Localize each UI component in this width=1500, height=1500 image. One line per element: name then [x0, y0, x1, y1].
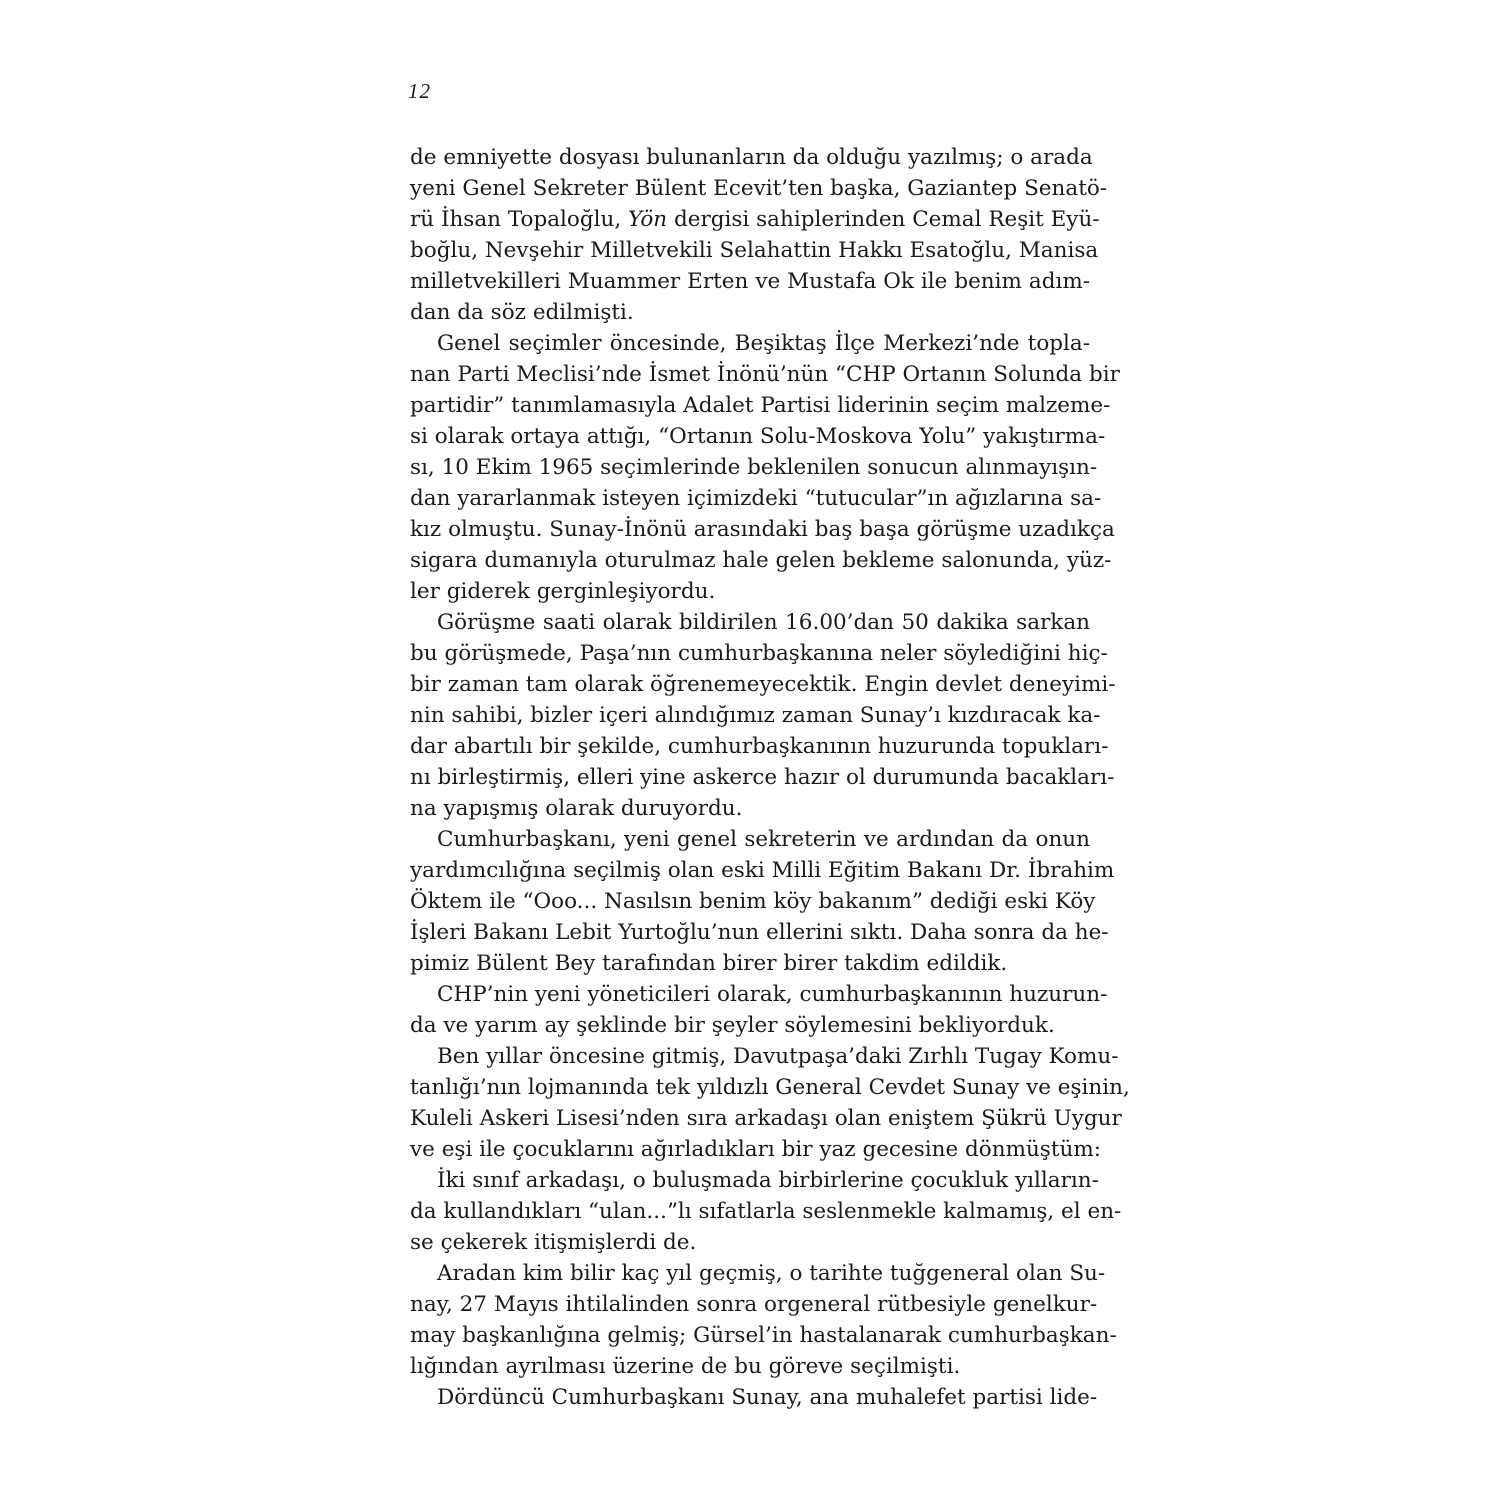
text-segment: rü İhsan Topaloğlu,: [410, 207, 629, 232]
text-line: İşleri Bakanı Lebit Yurtoğlu’nun ellerini sıktı. Daha sonra da he-: [410, 920, 1109, 945]
text-line: sigara dumanıyla oturulmaz hale gelen bekleme salonunda, yüz-: [410, 548, 1112, 573]
text-line: nan Parti Meclisi’nde İsmet İnönü’nün “CHP Ortanın Solunda bir: [410, 362, 1120, 387]
text-line: dar abartılı bir şekilde, cumhurbaşkanının huzurunda topukları-: [410, 734, 1109, 759]
text-line: Ben yıllar öncesine gitmiş, Davutpaşa’daki Zırhlı Tugay Komu-: [437, 1044, 1119, 1069]
text-line: Genel seçimler öncesinde, Beşiktaş İlçe Merkezi’nde topla-: [437, 331, 1090, 356]
text-line: nin sahibi, bizler içeri alındığımız zaman Sunay’ı kızdıracak ka-: [410, 703, 1101, 728]
text-line: bir zaman tam olarak öğrenemeyecektik. Engin devlet deneyimi-: [410, 672, 1116, 697]
text-line: may başkanlığına gelmiş; Gürsel’in hastalanarak cumhurbaşkan-: [410, 1323, 1117, 1348]
text-line: da kullandıkları “ulan...”lı sıfatlarla seslenmekle kalmamış, el en-: [410, 1199, 1122, 1224]
text-line: da ve yarım ay şeklinde bir şeyler söylemesini bekliyorduk.: [410, 1013, 1055, 1038]
text-line: na yapışmış olarak duruyordu.: [410, 796, 743, 821]
text-line: ler giderek gerginleşiyordu.: [410, 579, 716, 604]
text-line: [410, 204, 1100, 235]
text-line: Aradan kim bilir kaç yıl geçmiş, o tarihte tuğgeneral olan Su-: [437, 1261, 1106, 1286]
text-line: tanlığı’nın lojmanında tek yıldızlı General Cevdet Sunay ve eşinin,: [410, 1075, 1130, 1100]
text-line: dan da söz edilmişti.: [410, 300, 634, 325]
text-line: partidir” tanımlamasıyla Adalet Partisi liderinin seçim malzeme-: [410, 393, 1111, 418]
text-line: CHP’nin yeni yöneticileri olarak, cumhurbaşkanının huzurun-: [437, 982, 1108, 1007]
text-line: Kuleli Askeri Lisesi’nden sıra arkadaşı olan eniştem Şükrü Uygur: [410, 1106, 1122, 1131]
page-number: 12: [408, 79, 431, 103]
text-line: de emniyette dosyası bulunanların da olduğu yazılmış; o arada: [410, 145, 1093, 170]
text-line: milletvekilleri Muammer Erten ve Mustafa Ok ile benim adım-: [410, 269, 1090, 294]
text-line: ve eşi ile çocuklarını ağırladıkları bir yaz gecesine dönmüştüm:: [410, 1137, 1101, 1162]
text-segment: dergisi sahiplerinden Cemal Reşit Eyü-: [667, 207, 1100, 232]
text-line: si olarak ortaya attığı, “Ortanın Solu-Moskova Yolu” yakıştırma-: [410, 424, 1106, 449]
text-line: Cumhurbaşkanı, yeni genel sekreterin ve ardından da onun: [437, 827, 1090, 852]
text-line: Öktem ile “Ooo... Nasılsın benim köy bakanım” dediği eski Köy: [410, 889, 1096, 914]
text-line: boğlu, Nevşehir Milletvekili Selahattin Hakkı Esatoğlu, Manisa: [410, 238, 1099, 263]
text-line: kız olmuştu. Sunay-İnönü arasındaki baş başa görüşme uzadıkça: [410, 517, 1115, 542]
text-line: se çekerek itişmişlerdi de.: [410, 1230, 697, 1255]
body-text: [410, 142, 1130, 1413]
text-line: Dördüncü Cumhurbaşkanı Sunay, ana muhalefet partisi lide-: [437, 1385, 1098, 1410]
text-line: sı, 10 Ekim 1965 seçimlerinde beklenilen sonucun alınmayışın-: [410, 455, 1098, 480]
text-line: İki sınıf arkadaşı, o buluşmada birbirlerine çocukluk yılların-: [437, 1168, 1099, 1193]
text-line: yeni Genel Sekreter Bülent Ecevit’ten başka, Gaziantep Senatö-: [410, 176, 1108, 201]
text-line: yardımcılığına seçilmiş olan eski Milli Eğitim Bakanı Dr. İbrahim: [410, 858, 1115, 883]
text-line: bu görüşmede, Paşa’nın cumhurbaşkanına neler söylediğini hiç-: [410, 641, 1108, 666]
text-line: dan yararlanmak isteyen içimizdeki “tutucular”ın ağızlarına sa-: [410, 486, 1102, 511]
italic-title: Yön: [628, 207, 668, 232]
text-line: nı birleştirmiş, elleri yine askerce hazır ol durumunda bacakları-: [410, 765, 1115, 790]
text-line: Görüşme saati olarak bildirilen 16.00’dan 50 dakika sarkan: [437, 610, 1090, 635]
text-line: nay, 27 Mayıs ihtilalinden sonra orgeneral rütbesiyle genelkur-: [410, 1292, 1098, 1317]
text-line: pimiz Bülent Bey tarafından birer birer takdim edildik.: [410, 951, 1008, 976]
text-line: lığından ayrılması üzerine de bu göreve seçilmişti.: [410, 1354, 961, 1379]
